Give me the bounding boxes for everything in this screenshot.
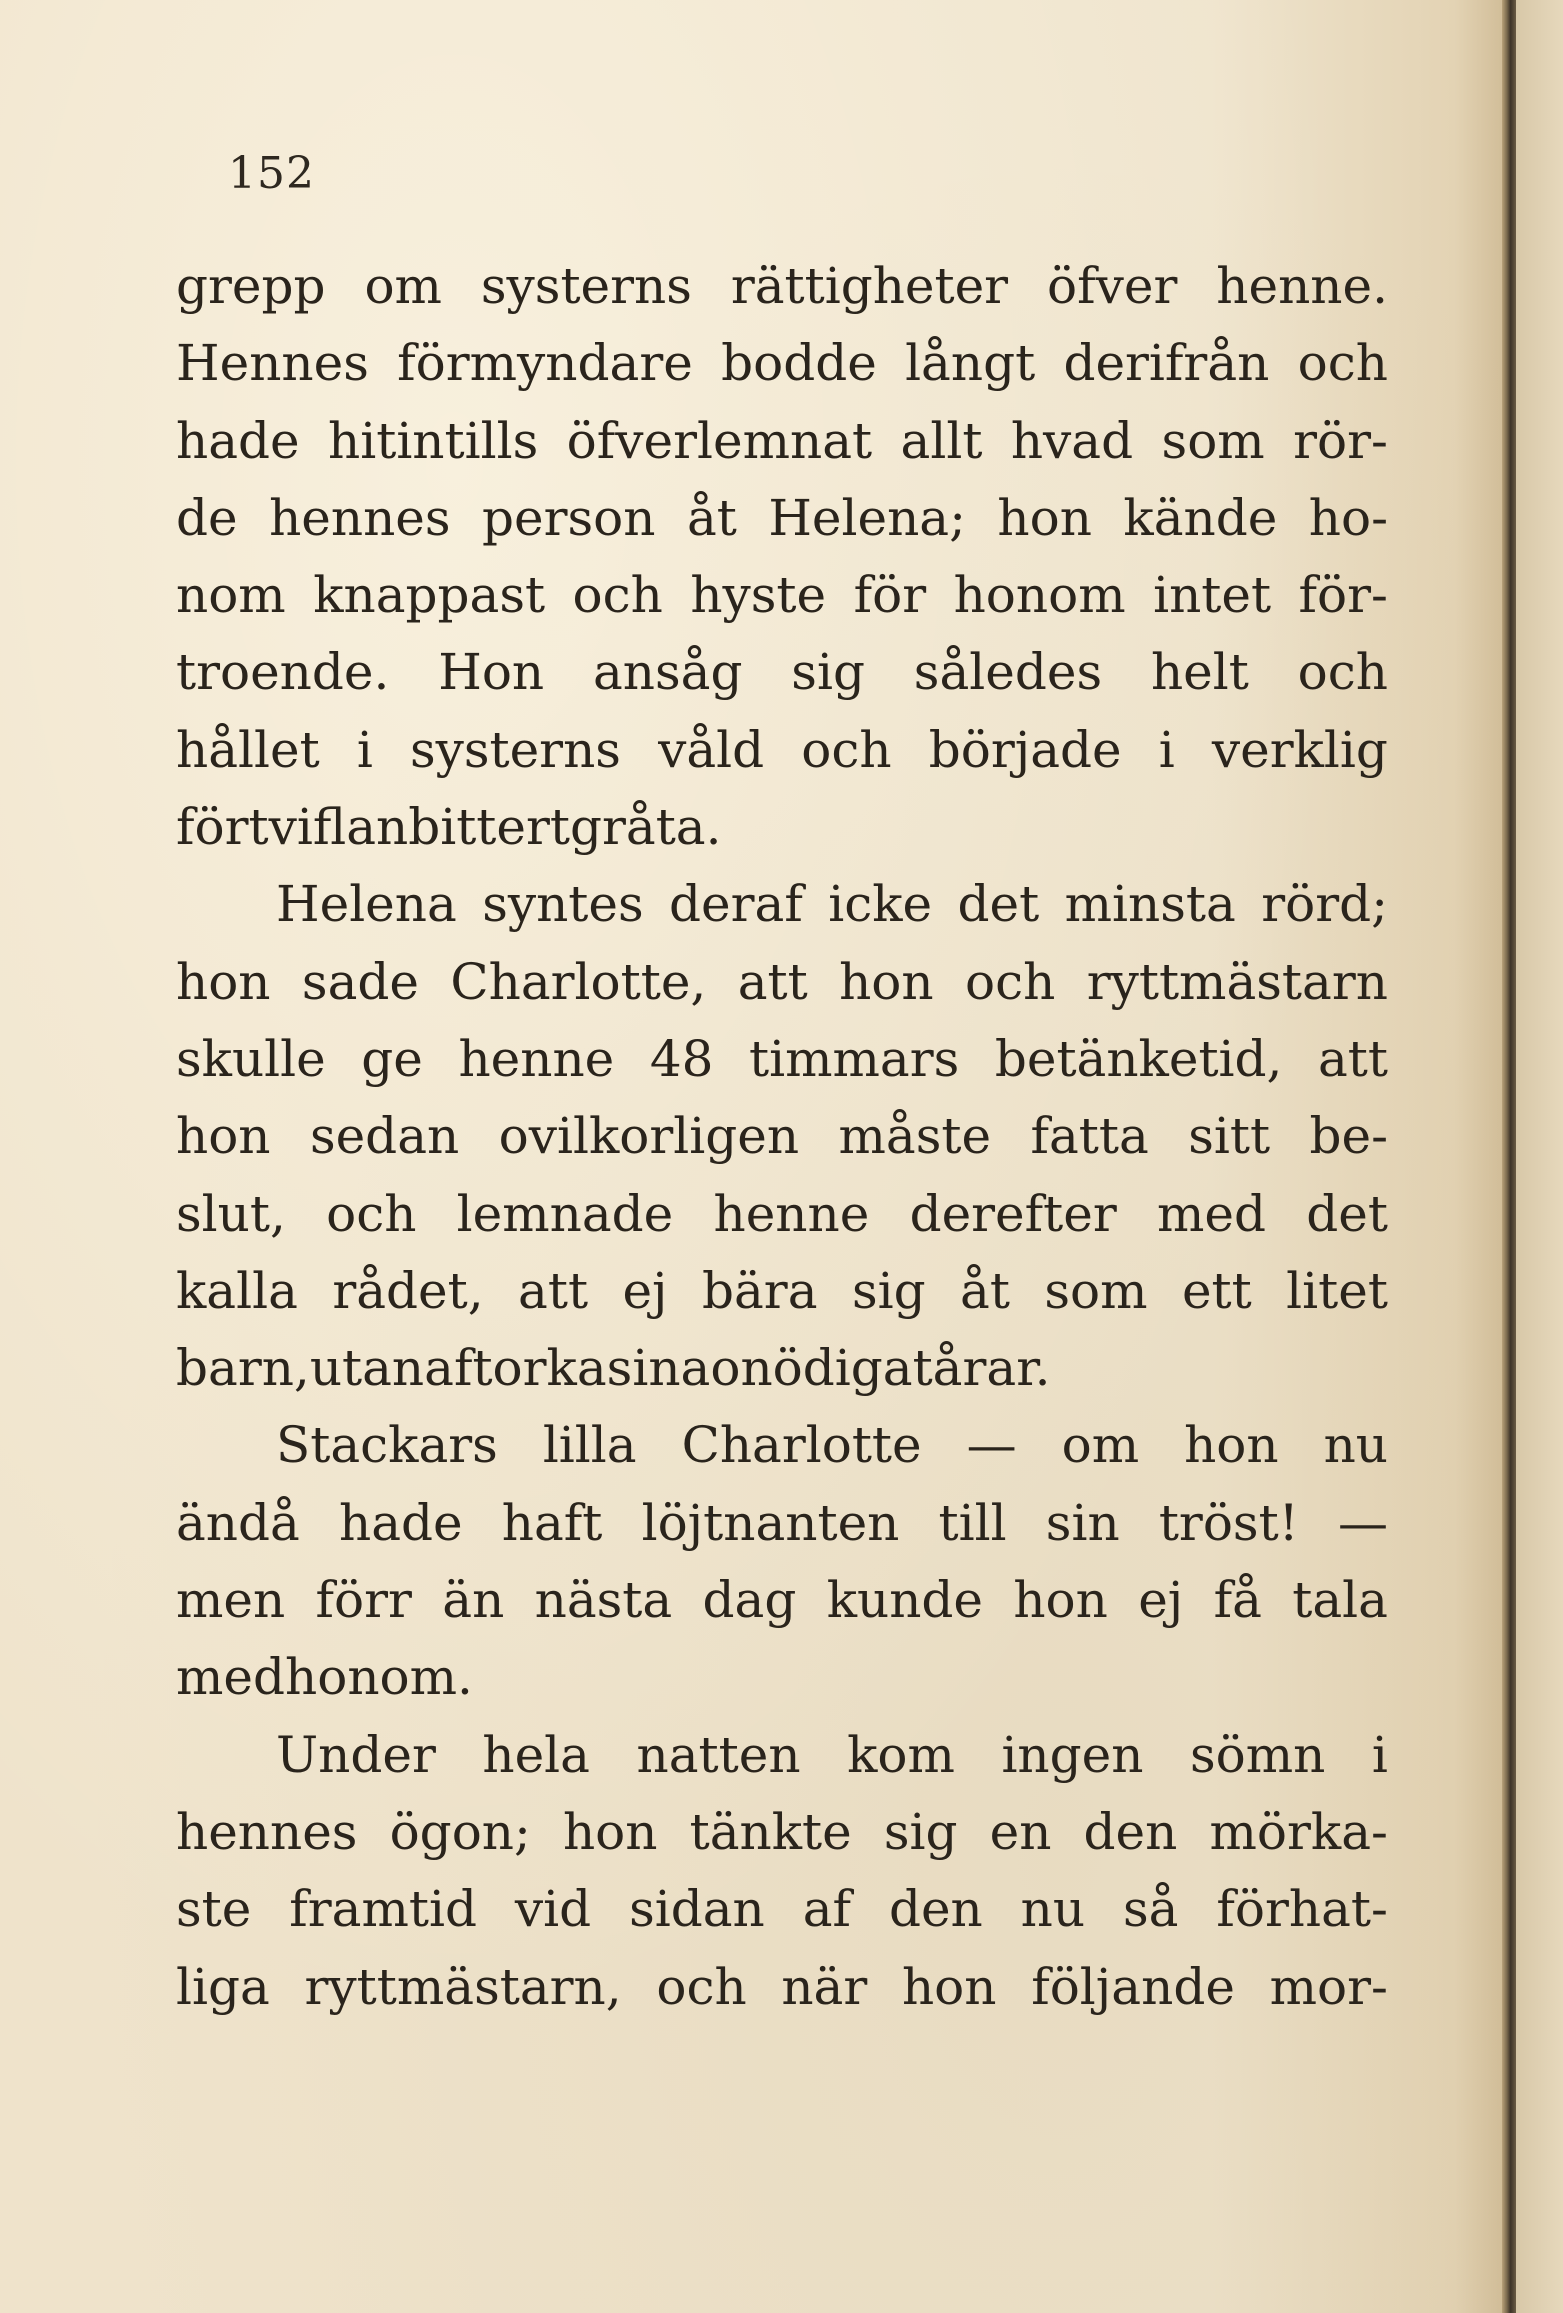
word: hon: [176, 1107, 271, 1166]
word: rådet,: [332, 1261, 484, 1320]
word: sade: [301, 952, 419, 1011]
word: ögon;: [389, 1802, 531, 1861]
word: men: [176, 1571, 286, 1630]
word: i: [1158, 720, 1175, 779]
word: förmyndare: [397, 334, 693, 393]
word: henne.: [1216, 257, 1388, 315]
word: få: [1213, 1571, 1262, 1630]
word: och: [801, 720, 892, 779]
word: sig: [883, 1802, 958, 1861]
word: nu: [1020, 1880, 1086, 1939]
word: Charlotte: [681, 1416, 922, 1475]
word: betänketid,: [994, 1029, 1283, 1088]
word: började: [928, 720, 1122, 779]
word: kalla: [176, 1261, 298, 1320]
word: hon: [562, 1802, 658, 1861]
word: troende.: [176, 643, 390, 702]
word: om: [364, 257, 442, 315]
word: bittert: [408, 798, 570, 857]
word: kände: [1123, 488, 1278, 547]
word: löjtnanten: [641, 1493, 900, 1552]
word: att: [1318, 1029, 1388, 1088]
word: förr: [315, 1571, 412, 1630]
word: framtid: [289, 1880, 477, 1939]
word: som: [1161, 411, 1265, 470]
word: ryttmästarn: [1086, 952, 1388, 1011]
word: och: [1297, 643, 1388, 702]
text-line: [176, 1794, 1388, 1871]
word: kom: [847, 1725, 955, 1784]
word: till: [938, 1493, 1007, 1552]
word: hon: [1184, 1416, 1279, 1475]
text-line: [176, 480, 1388, 557]
word: mörka-: [1209, 1802, 1388, 1861]
word: att: [518, 1261, 589, 1320]
word: med: [176, 1648, 286, 1707]
word: om: [1061, 1416, 1140, 1475]
word: honom.: [285, 1648, 473, 1707]
word: sina: [606, 1339, 711, 1398]
word: Hennes: [176, 334, 369, 393]
word: knappast: [313, 566, 546, 625]
word: våld: [658, 720, 765, 779]
word: systerns: [480, 257, 692, 315]
word: liga: [176, 1957, 270, 2016]
word: en: [989, 1802, 1052, 1861]
word: hade: [176, 411, 300, 470]
text-line: [176, 712, 1388, 789]
word: henne: [458, 1029, 615, 1088]
text-line: [176, 1717, 1388, 1794]
word: —: [966, 1416, 1017, 1475]
word: ingen: [1001, 1725, 1144, 1784]
word: det: [957, 875, 1040, 934]
word: ge: [361, 1029, 423, 1088]
word: deraf: [669, 875, 803, 934]
text-line: [176, 1562, 1388, 1639]
word: Helena: [276, 875, 457, 934]
word: bära: [701, 1261, 818, 1320]
word: ho-: [1308, 488, 1388, 547]
text-line: [176, 248, 1388, 325]
word: Under: [276, 1725, 436, 1784]
word: vid: [514, 1880, 592, 1939]
word: tänkte: [689, 1802, 852, 1861]
word: som: [1044, 1261, 1148, 1320]
word: fatta: [1030, 1107, 1149, 1166]
word: sig: [791, 643, 865, 702]
text-line: [176, 866, 1388, 943]
word: tårar.: [912, 1339, 1051, 1398]
word: hon: [1013, 1571, 1108, 1630]
word: långt: [905, 334, 1036, 393]
word: hon: [997, 488, 1092, 547]
word: för: [853, 566, 927, 625]
word: sedan: [309, 1107, 460, 1166]
word: derefter: [909, 1184, 1117, 1243]
word: den: [1083, 1802, 1178, 1861]
word: för-: [1298, 566, 1388, 625]
text-line: [176, 944, 1388, 1021]
text-line: [176, 1330, 1388, 1407]
word: sitt: [1188, 1107, 1271, 1166]
word: i: [356, 720, 373, 779]
word: gråta.: [569, 798, 722, 857]
word: och: [1297, 334, 1388, 393]
word: lemnade: [456, 1184, 674, 1243]
word: af: [802, 1880, 852, 1939]
word: och: [656, 1957, 747, 2016]
word: grepp: [176, 257, 326, 315]
text-line: [176, 1949, 1388, 2026]
word: lilla: [542, 1416, 637, 1475]
body-text: [176, 248, 1388, 2026]
word: och: [572, 566, 663, 625]
word: Helena;: [768, 488, 966, 547]
text-line: [176, 557, 1388, 634]
word: systerns: [409, 720, 621, 779]
word: ej: [1138, 1571, 1184, 1630]
word: minsta: [1064, 875, 1236, 934]
word: rörd;: [1261, 875, 1388, 934]
word: tala: [1292, 1571, 1388, 1630]
text-line: [176, 789, 1388, 866]
word: person: [482, 488, 656, 547]
word: sin: [1045, 1493, 1120, 1552]
word: hållet: [176, 720, 320, 779]
word: öfverlemnat: [566, 411, 873, 470]
word: sig: [851, 1261, 926, 1320]
word: ryttmästarn,: [304, 1957, 622, 2016]
text-line: [176, 1407, 1388, 1484]
word: ej: [622, 1261, 668, 1320]
word: syntes: [482, 875, 644, 934]
word: hennes: [176, 1802, 358, 1861]
word: honom: [953, 566, 1126, 625]
word: skulle: [176, 1029, 326, 1088]
page-number: 152: [228, 148, 315, 199]
word: än: [442, 1571, 505, 1630]
word: hvad: [1010, 411, 1134, 470]
text-line: [176, 1639, 1388, 1716]
word: förtviflan: [176, 798, 409, 857]
word: och: [326, 1184, 417, 1243]
word: Hon: [438, 643, 545, 702]
word: hon: [901, 1957, 997, 2016]
text-line: [176, 634, 1388, 711]
text-line: [176, 1098, 1388, 1175]
word: hela: [482, 1725, 590, 1784]
word: hyste: [690, 566, 827, 625]
word: natten: [636, 1725, 801, 1784]
word: sidan: [629, 1880, 765, 1939]
word: Charlotte,: [450, 952, 707, 1011]
word: således: [913, 643, 1103, 702]
word: slut,: [176, 1184, 286, 1243]
word: derifrån: [1063, 334, 1270, 393]
word: ovilkorligen: [498, 1107, 800, 1166]
word: rättigheter: [730, 257, 1009, 315]
word: nästa: [534, 1571, 673, 1630]
word: bodde: [721, 334, 877, 393]
word: det: [1306, 1184, 1388, 1243]
word: hade: [339, 1493, 463, 1552]
word: hitintills: [328, 411, 539, 470]
word: mor-: [1269, 1957, 1388, 2016]
word: hennes: [269, 488, 451, 547]
word: nu: [1323, 1416, 1388, 1475]
word: hon: [839, 952, 934, 1011]
text-line: [176, 1253, 1388, 1330]
word: när: [781, 1957, 868, 2016]
word: ansåg: [592, 643, 743, 702]
word: tröst!: [1158, 1493, 1299, 1552]
word: att: [737, 952, 808, 1011]
word: helt: [1150, 643, 1249, 702]
word: utan: [309, 1339, 425, 1398]
text-line: [176, 1485, 1388, 1562]
word: och: [965, 952, 1056, 1011]
word: onödiga: [710, 1339, 913, 1398]
page-edge-shadow: [1502, 0, 1516, 2313]
word: 48: [649, 1029, 714, 1088]
word: be-: [1309, 1107, 1388, 1166]
word: nom: [176, 566, 286, 625]
word: den: [888, 1880, 983, 1939]
word: kunde: [826, 1571, 984, 1630]
word: i: [1371, 1725, 1388, 1784]
word: följande: [1031, 1957, 1235, 2016]
text-line: [176, 325, 1388, 402]
word: allt: [900, 411, 983, 470]
word: ändå: [176, 1493, 300, 1552]
word: intet: [1153, 566, 1272, 625]
word: öfver: [1047, 257, 1178, 315]
text-line: [176, 403, 1388, 480]
word: ett: [1181, 1261, 1252, 1320]
word: de: [176, 488, 238, 547]
word: måste: [838, 1107, 992, 1166]
word: åt: [960, 1261, 1010, 1320]
word: hon: [176, 952, 271, 1011]
adjacent-page-edge: [1516, 0, 1563, 2313]
text-line: [176, 1176, 1388, 1253]
word: ste: [176, 1880, 252, 1939]
word: —: [1337, 1493, 1388, 1552]
word: rör-: [1293, 411, 1388, 470]
word: dag: [702, 1571, 797, 1630]
word: henne: [713, 1184, 870, 1243]
word: haft: [501, 1493, 603, 1552]
word: Stackars: [276, 1416, 498, 1475]
word: barn,: [176, 1339, 310, 1398]
word: åt: [686, 488, 737, 547]
word: icke: [828, 875, 933, 934]
word: med: [1157, 1184, 1267, 1243]
word: litet: [1286, 1261, 1388, 1320]
word: sömn: [1189, 1725, 1326, 1784]
text-line: [176, 1021, 1388, 1098]
word: verklig: [1211, 720, 1388, 779]
word: aftorka: [424, 1339, 607, 1398]
text-line: [176, 1871, 1388, 1948]
word: timmars: [749, 1029, 960, 1088]
word: förhat-: [1216, 1880, 1388, 1939]
word: så: [1123, 1880, 1179, 1939]
